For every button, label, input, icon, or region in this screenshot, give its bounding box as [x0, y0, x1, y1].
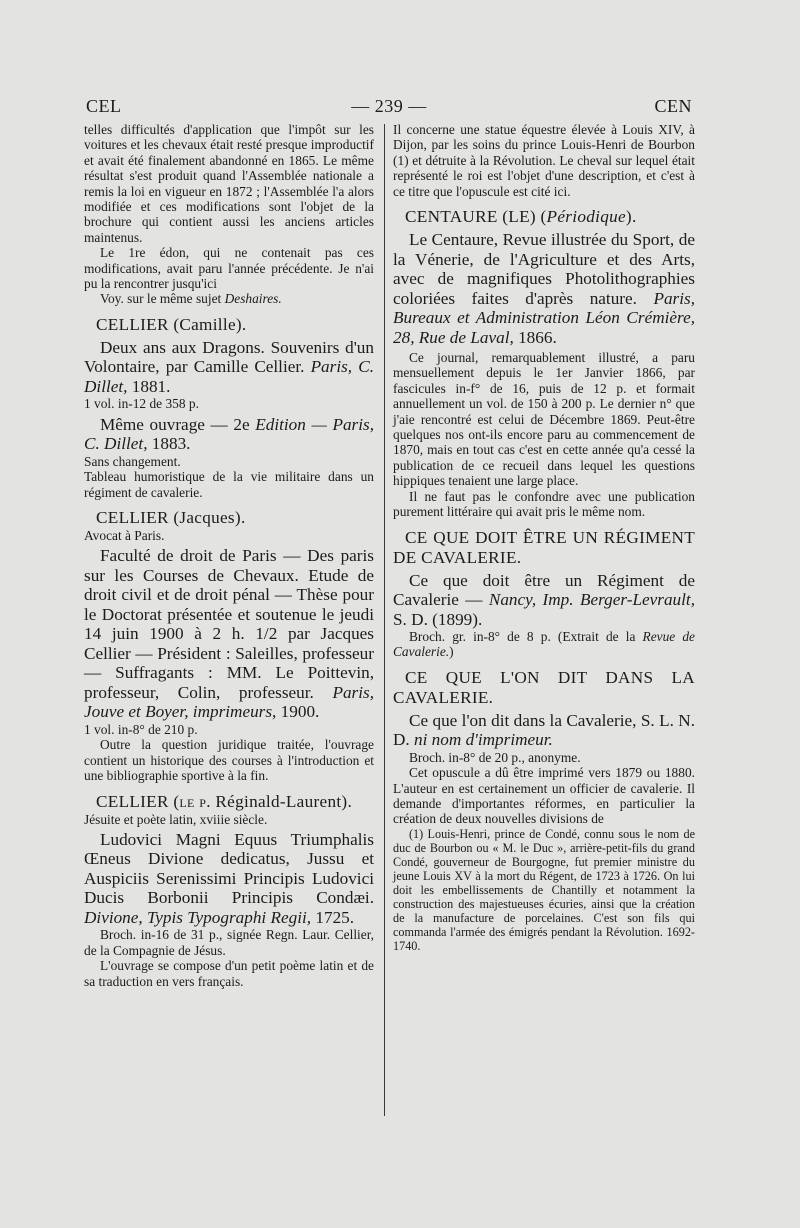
entry-heading: CE QUE DOIT ÊTRE UN RÉGIMENT DE CAVALERIE.	[393, 527, 695, 567]
entry-note: Outre la question juridique traitée, l'ouvrage contient un historique des courses à l'introduction et une bibliographie sportive à la fin.	[84, 737, 374, 784]
entry-title: Même ouvrage — 2e Edition — Paris, C. Dillet, 1883.	[84, 414, 374, 454]
entry-note: Il concerne une statue équestre élevée à Louis XIV, à Dijon, par les soins du prince Louis-Henri de Bourbon (1) et détruite à la Révolution. Le cheval sur lequel était représenté le roi est l'objet d'une description, et c'est à ce titre que l'opuscule est cité ici.	[393, 122, 695, 199]
entry-note: Ce journal, remarquablement illustré, a paru mensuellement depuis le 1er Janvier 1866, par fascicules in-f° de 16, puis de 12 p. et formait annuellement un vol. de 150 à 200 p. Le dernier n° que j'aie rencontré est celui de Décembre 1869. Peut-être quelques nos ont-ils encore paru au commencement de 1870, mais en tout cas c'est en cette année qu'a cessé la publication de ce recueil dans lequel les questions hippiques tenaient une large place.	[393, 350, 695, 489]
entry-note: Cet opuscule a dû être imprimé vers 1879 ou 1880. L'auteur en est certainement un officier de cavalerie. Il demande d'importantes réformes, en particulier la création de deux nouvelles divisions de	[393, 765, 695, 827]
entry-heading: CELLIER (Camille).	[96, 314, 247, 334]
entry-note: Broch. in-16 de 31 p., signée Regn. Laur. Cellier, de la Compagnie de Jésus.	[84, 927, 374, 958]
entry-note: Broch. gr. in-8° de 8 p. (Extrait de la Revue de Cavalerie.)	[393, 629, 695, 660]
entry-note: Voy. sur le même sujet Deshaires.	[100, 291, 282, 307]
entry-note: Sans changement.	[84, 453, 181, 469]
entry-title: Le Centaure, Revue illustrée du Sport, de la Vénerie, de l'Agriculture et des Arts, avec de magnifiques Photolithographies coloriées faites d'après nature. Paris, Bureaux et Administration Léon Crémière, 28, Rue de Laval, 1866.	[393, 230, 695, 347]
header-left: CEL	[86, 96, 122, 116]
entry-note: Tableau humoristique de la vie militaire dans un régiment de cavalerie.	[84, 469, 374, 500]
entry-note: telles difficultés d'application que l'impôt sur les voitures et les chevaux était resté presque improductif et avait été finalement abandonné en 1865. Le même résultat s'est produit quand l'Assemblée nationale a remis la loi en vigueur en 1872 ; l'Assemblée l'a alors modifiée et ces modifications sont l'objet de la brochure qui contient aussi les anciens articles maintenus.	[84, 122, 374, 245]
entry-title: Deux ans aux Dragons. Souvenirs d'un Volontaire, par Camille Cellier. Paris, C. Dillet, 1881.	[84, 337, 374, 396]
footnote: (1) Louis-Henri, prince de Condé, connu sous le nom de duc de Bourbon ou « M. le Duc », arrière-petit-fils du grand Condé, gouverneur de Bourgogne, fut premier ministre du jeune Louis XV à la mort du Régent, de 1723 à 1726. On lui doit les embellissements de Chantilly et notamment la construction des majestueuses écuries, ainsi que la création de la manufacture de porcelaines. C'est son fils qui commanda l'armée des émigrés pendant la Révolution. 1692-1740.	[393, 826, 695, 953]
entry-heading: CELLIER (le p. Réginald-Laurent).	[96, 791, 353, 811]
entry-note: L'ouvrage se compose d'un petit poème latin et de sa traduction en vers français.	[84, 958, 374, 989]
header-right: CEN	[654, 96, 692, 116]
left-column	[84, 122, 374, 989]
entry-heading: CELLIER (Jacques).	[96, 508, 246, 527]
running-header	[86, 96, 692, 122]
entry-heading: CE QUE L'ON DIT DANS LA CAVALERIE.	[393, 667, 695, 707]
entry-title: Ce que l'on dit dans la Cavalerie, S. L. N. D. ni nom d'imprimeur.	[393, 710, 695, 750]
entry-title: Ludovici Magni Equus Triumphalis Œneus Divione dedicatus, Jussu et Auspiciis Serenissimi Principis Ludovici Ducis Borbonii Principis Condæi. Divione, Typis Typographi Regii, 1725.	[84, 829, 374, 927]
entry-note: Le 1re édon, qui ne contenait pas ces modifications, avait paru l'année précédente. Je n'ai pu la rencontrer jusqu'ici	[84, 245, 374, 292]
entry-note: Broch. in-8° de 20 p., anonyme.	[409, 749, 581, 765]
column-rule	[384, 124, 385, 1116]
page-number: — 239 —	[351, 96, 427, 116]
entry-title: Faculté de droit de Paris — Des paris sur les Courses de Chevaux. Etude de droit civil et de droit pénal — Thèse pour le Doctorat présentée et soutenue le jeudi 14 juin 1900 à 2 h. 1/2 par Jacques Cellier — Président : Saleilles, professeur — Suffragants : MM. Le Poittevin, professeur, Colin, professeur. Paris, Jouve et Boyer, imprimeurs, 1900.	[84, 546, 374, 722]
entry-note: Jésuite et poète latin, xviiie siècle.	[84, 811, 268, 827]
entry-note: 1 vol. in-12 de 358 p.	[84, 396, 199, 412]
entry-note: Avocat à Paris.	[84, 528, 165, 543]
entry-note: 1 vol. in-8° de 210 p.	[84, 721, 198, 737]
entry-note: Il ne faut pas le confondre avec une publication purement littéraire qui avait pris le même nom.	[393, 488, 695, 520]
entry-heading: CENTAURE (LE) (Périodique).	[405, 207, 637, 227]
entry-title: Ce que doit être un Régiment de Cavalerie — Nancy, Imp. Berger-Levrault, S. D. (1899).	[393, 570, 695, 629]
right-column	[393, 122, 695, 953]
